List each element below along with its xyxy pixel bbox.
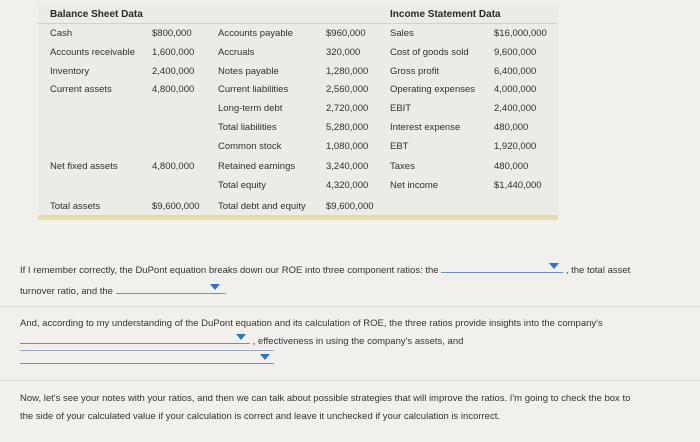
asset-value: $800,000 bbox=[152, 28, 192, 39]
chevron-down-icon bbox=[236, 334, 246, 340]
dropdown-first-ratio[interactable] bbox=[441, 261, 563, 273]
income-label: Interest expense bbox=[390, 122, 461, 133]
income-statement-title: Income Statement Data bbox=[390, 9, 501, 20]
asset-value: 2,400,000 bbox=[152, 66, 195, 77]
liability-label: Accounts payable bbox=[218, 28, 293, 39]
income-label: Net income bbox=[390, 180, 439, 191]
question-text: turnover ratio, and the bbox=[20, 286, 113, 297]
liability-value: 1,080,000 bbox=[326, 141, 369, 152]
income-value: 2,400,000 bbox=[494, 103, 537, 114]
liability-value: 5,280,000 bbox=[326, 122, 369, 133]
liability-label: Notes payable bbox=[218, 66, 279, 77]
dropdown-third-ratio[interactable] bbox=[116, 282, 224, 294]
dropdown-insight-1[interactable] bbox=[20, 332, 250, 344]
asset-label: Inventory bbox=[50, 66, 90, 77]
income-label: EBT bbox=[390, 141, 409, 152]
income-value: 480,000 bbox=[494, 161, 529, 172]
dupont-question-1-cont bbox=[20, 282, 680, 300]
asset-value: 4,800,000 bbox=[152, 84, 195, 95]
liability-label: Total debt and equity bbox=[218, 201, 306, 212]
section-divider bbox=[0, 380, 700, 381]
liability-label: Long-term debt bbox=[218, 103, 283, 114]
liability-value: 4,320,000 bbox=[326, 180, 369, 191]
asset-label: Total assets bbox=[50, 201, 101, 212]
liability-label: Total equity bbox=[218, 180, 267, 191]
question-text: If I remember correctly, the DuPont equation breaks down our ROE into three component ratios: the bbox=[20, 265, 439, 276]
liability-label: Current liabilities bbox=[218, 84, 289, 95]
income-label: Gross profit bbox=[390, 66, 440, 77]
chevron-down-icon bbox=[210, 284, 220, 290]
liability-value: 2,560,000 bbox=[326, 84, 369, 95]
income-value: $1,440,000 bbox=[494, 180, 542, 191]
dupont-question-2 bbox=[20, 315, 690, 332]
balance-sheet-title: Balance Sheet Data bbox=[50, 9, 143, 20]
income-value: 9,600,000 bbox=[494, 47, 537, 58]
instructions-paragraph bbox=[20, 390, 692, 407]
liability-label: Retained earnings bbox=[218, 161, 296, 172]
asset-value: 4,800,000 bbox=[152, 161, 195, 172]
liability-value: 3,240,000 bbox=[326, 161, 369, 172]
table-bottom-border bbox=[38, 215, 558, 220]
section-divider bbox=[0, 306, 700, 307]
liability-value: 1,280,000 bbox=[326, 66, 369, 77]
dropdown-insight-2[interactable] bbox=[20, 352, 274, 364]
income-value: 480,000 bbox=[494, 122, 529, 133]
liability-label: Total liabilities bbox=[218, 122, 277, 133]
income-label: EBIT bbox=[390, 103, 412, 114]
income-value: 4,000,000 bbox=[494, 84, 537, 95]
asset-label: Net fixed assets bbox=[50, 161, 118, 172]
chevron-down-icon bbox=[260, 354, 270, 360]
asset-label: Cash bbox=[50, 28, 73, 39]
dupont-question-2-dropdown-row bbox=[20, 352, 690, 370]
instruction-text: the side of your calculated value if your calculation is correct and leave it unchecked if your calculation is incorrect. bbox=[20, 411, 500, 422]
liability-label: Accruals bbox=[218, 47, 255, 58]
chevron-down-icon bbox=[549, 263, 559, 269]
income-value: $16,000,000 bbox=[494, 28, 547, 39]
asset-label: Accounts receivable bbox=[50, 47, 136, 58]
income-label: Taxes bbox=[390, 161, 415, 172]
question-text: . bbox=[223, 286, 227, 297]
asset-value: $9,600,000 bbox=[152, 201, 200, 212]
income-value: 1,920,000 bbox=[494, 141, 537, 152]
dupont-question-1 bbox=[20, 261, 680, 279]
asset-value: 1,600,000 bbox=[152, 47, 195, 58]
dropdown-insight-1-underline bbox=[20, 350, 274, 351]
question-text: , the total asset bbox=[565, 265, 631, 276]
liability-value: 2,720,000 bbox=[326, 103, 369, 114]
financial-data-table bbox=[38, 4, 558, 218]
instructions-paragraph-cont bbox=[20, 408, 692, 425]
liability-value: 320,000 bbox=[326, 47, 361, 58]
income-value: 6,400,000 bbox=[494, 66, 537, 77]
liability-value: $960,000 bbox=[326, 28, 366, 39]
instruction-text: Now, let's see your notes with your ratios, and then we can talk about possible strategies that will improve the ratios. I'm going to check the box to bbox=[20, 393, 631, 404]
liability-label: Common stock bbox=[218, 141, 282, 152]
asset-label: Current assets bbox=[50, 84, 112, 95]
liability-value: $9,600,000 bbox=[326, 201, 374, 212]
dupont-question-2-cont bbox=[20, 332, 690, 350]
income-label: Sales bbox=[390, 28, 414, 39]
income-label: Cost of goods sold bbox=[390, 47, 469, 58]
income-label: Operating expenses bbox=[390, 84, 476, 95]
question-text: , effectiveness in using the company's assets, and bbox=[252, 336, 464, 347]
question-text: And, according to my understanding of the DuPont equation and its calculation of ROE, the three ratios provide insights into the company's bbox=[20, 318, 603, 329]
